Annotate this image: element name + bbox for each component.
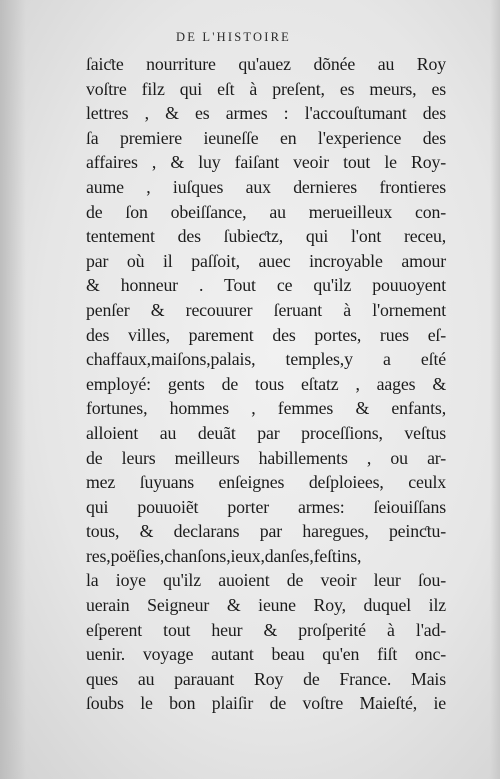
body-text (86, 52, 446, 716)
text-line: ſoubs le bon plaiſir de voſtre Maieſté, ie (86, 693, 446, 714)
text-line: tous, & declarans par haregues, peinƈtu- (86, 521, 446, 542)
text-line: de leurs meilleurs habillements , ou ar- (86, 447, 446, 468)
text-line: res,poëſies,chanſons,ieux,danſes,feſtins, (86, 545, 362, 566)
text-line: ſa premiere ieuneſſe en l'experience des (86, 127, 446, 148)
text-line: uerain Seigneur & ieune Roy, duquel ilz (86, 595, 446, 616)
text-line: voſtre filz qui eſt à preſent, es meurs, es (86, 78, 446, 99)
text-line: aume , iuſques aux dernieres frontieres (86, 176, 446, 197)
text-line: lettres , & es armes : l'accouſtumant des (86, 103, 446, 124)
text-line: fortunes, hommes , femmes & enfants, (86, 398, 446, 419)
text-line: ſaiƈte nourriture qu'auez dõnée au Roy (86, 54, 446, 74)
text-line: penſer & recouurer ſeruant à l'ornement (86, 299, 446, 320)
text-line: ques au parauant Roy de France. Mais (86, 668, 446, 689)
text-line: des villes, parement des portes, rues eſ- (86, 324, 446, 345)
page-edge (490, 0, 500, 779)
text-line: mez ſuyuans enſeignes deſploiees, ceulx (86, 472, 446, 493)
text-line: par où il paſſoit, auec incroyable amour (86, 250, 446, 271)
text-line: eſperent tout heur & proſperité à l'ad- (86, 619, 446, 640)
text-line: employé: gents de tous eſtatz , aages & (86, 373, 446, 394)
gutter-shadow (0, 0, 26, 779)
text-line: & honneur . Tout ce qu'ilz pouuoyent (86, 275, 446, 296)
text-line: uenir. voyage autant beau qu'en fiſt onc- (86, 644, 446, 665)
text-line: tentement des ſubieƈtz, qui l'ont receu, (86, 226, 446, 247)
text-line: alloient au deuãt par proceſſions, veſtus (86, 422, 446, 443)
text-line: de ſon obeiſſance, au merueilleux con- (86, 201, 446, 222)
text-line: chaffaux,maiſons,palais, temples,y a eſté (86, 349, 446, 370)
running-head: DE L'HISTOIRE (176, 30, 291, 44)
text-line: qui pouuoiẽt porter armes: ſeiouiſſans (86, 496, 446, 517)
text-line: affaires , & luy faiſant veoir tout le Roy- (86, 152, 446, 173)
text-line: la ioye qu'ilz auoient de veoir leur ſou- (86, 570, 446, 591)
